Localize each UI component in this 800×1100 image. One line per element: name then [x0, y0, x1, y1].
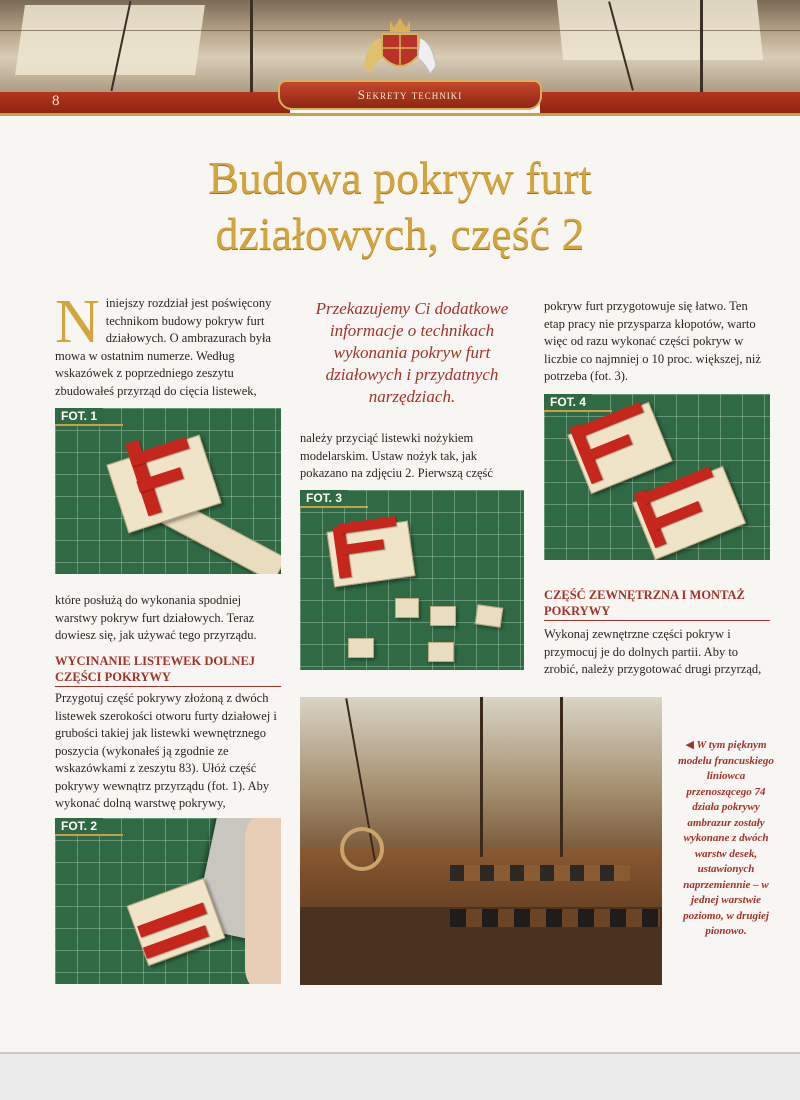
photo-fot-4	[544, 394, 770, 560]
title-line-2: działowych, część 2	[215, 208, 585, 259]
intro-paragraph	[55, 288, 281, 400]
page-number: 8	[52, 93, 60, 109]
header-bar-right	[540, 92, 800, 114]
fot-4-label: FOT. 4	[544, 394, 592, 410]
drop-cap: N	[55, 288, 100, 356]
page-bottom-line	[0, 1052, 800, 1054]
header-gold-line	[0, 113, 800, 116]
royal-crest-icon	[360, 14, 440, 82]
article-title	[100, 150, 700, 262]
heading-outer-part: CZĘŚĆ ZEWNĘTRZNA I MONTAŻ POKRYWY	[544, 587, 770, 621]
photo-fot-3	[300, 490, 524, 670]
col3-text: pokryw furt przygotowuje się łatwo. Ten etap pracy nie przysparza kłopotów, warto więc od razu wykonać części pokryw w liczbie co najmniej o 10 proc. większej, niż potrzeba (fot. 3).	[544, 299, 761, 383]
col2-text: należy przyciąć listewki nożykiem modelarskim. Ustaw nożyk tak, jak pokazano na zdjęciu 2. Pierwszą część	[300, 431, 493, 480]
photo-fot-1	[55, 408, 281, 574]
section-tab: Sekrety techniki	[278, 80, 542, 110]
header-bar-left	[0, 92, 290, 114]
page-bottom-strip	[0, 1052, 800, 1100]
photo-caption	[676, 738, 776, 940]
hand	[245, 818, 281, 984]
intro-text: iniejszy rozdział jest poświęcony technikom budowy pokryw furt działowych. O ambrazurach była mowa w ostatnim numerze. Według wskazówek z poprzedniego zeszytu zbudowałeś przyrząd do cięcia listewek,	[55, 296, 272, 398]
fot-1-label: FOT. 1	[55, 408, 103, 424]
rope-coil	[340, 827, 384, 871]
col3-section-text: Wykonaj zewnętrzne części pokryw i przymocuj je do dolnych partii. Aby to zrobić, należy przygotować drugi przyrząd,	[544, 627, 762, 676]
heading-cutting-strips: WYCINANIE LISTEWEK DOLNEJ CZĘŚCI POKRYWY	[55, 653, 281, 687]
col1-continuation: które posłużą do wykonania spodniej warstwy pokryw furt działowych. Teraz dowiesz się, jak używać tego przyrządu.	[55, 593, 257, 642]
lead-text: Przekazujemy Ci dodatkowe informacje o technikach wykonania pokryw furt działowych i przydatnych narzędziach.	[315, 299, 509, 406]
title-line-1: Budowa pokryw furt	[208, 152, 592, 203]
caption-text: W tym pięknym modelu francuskiego liniowca przenoszącego 74 działa pokrywy ambrazur zostały wykonane z dwóch warstw desek, ustawionych naprzemiennie – w jednej warstwie poziomo, w drugiej pionowo.	[678, 739, 774, 937]
fot-3-label: FOT. 3	[300, 490, 348, 506]
fot-2-label: FOT. 2	[55, 818, 103, 834]
photo-fot-2	[55, 818, 281, 984]
ship-model-photo	[300, 697, 662, 985]
col1-section-text: Przygotuj część pokrywy złożoną z dwóch listewek szerokości otworu furty działowej i grubości takiej jak listewki wewnętrznego poszycia (wykonałeś ją zgodnie ze wskazówkami z zeszytu 83). Ułóż część pokrywy wewnątrz przyrządu (fot. 1). Aby wykonać dolną warstwę pokrywy,	[55, 691, 277, 810]
gun-row-upper	[450, 865, 630, 881]
caption-arrow-icon: ◀	[685, 739, 697, 751]
gun-row-lower	[450, 909, 660, 927]
